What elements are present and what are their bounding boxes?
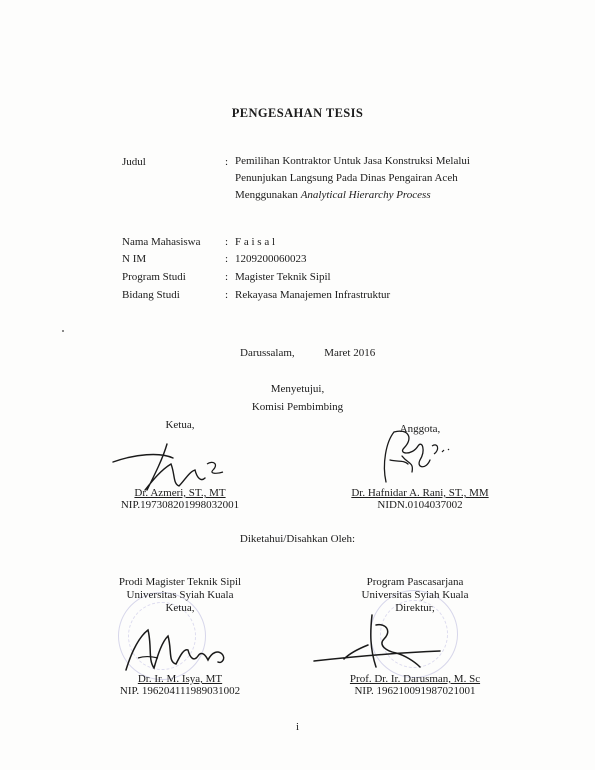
ratification-heading: Diketahui/Disahkan Oleh: <box>239 533 356 545</box>
speck-mark <box>62 330 64 332</box>
pasca-sign-name: Prof. Dr. Ir. Darusman, M. Sc <box>349 673 481 685</box>
judul-value <box>235 153 493 204</box>
bidang-value: Rekayasa Manajemen Infrastruktur <box>235 289 391 301</box>
nama-value: F a i s a l <box>235 236 276 248</box>
pasca-signature <box>310 605 450 675</box>
prodi-sign-line-2: Universitas Syiah Kuala <box>126 589 234 601</box>
prodi-sign-line-1: Prodi Magister Teknik Sipil <box>118 576 242 588</box>
judul-line-3 <box>235 187 493 204</box>
prodi-sign-name: Dr. Ir. M. Isya, MT <box>137 673 223 685</box>
prodi-sign-role: Ketua, <box>165 602 195 614</box>
approval-line-1: Menyetujui, <box>270 383 325 395</box>
page-title: PENGESAHAN TESIS <box>231 106 364 120</box>
nim-value: 1209200060023 <box>235 253 307 265</box>
prodi-value: Magister Teknik Sipil <box>235 271 331 283</box>
ketua-role: Ketua, <box>165 419 195 431</box>
anggota-role: Anggota, <box>399 423 441 435</box>
judul-line-3-italic: Analytical Hierarchy Process <box>300 189 431 201</box>
place: Darussalam, <box>240 347 295 359</box>
anggota-name: Dr. Hafnidar A. Rani, ST., MM <box>351 487 489 499</box>
prodi-signature <box>118 620 248 678</box>
judul-line-1: Pemilihan Kontraktor Untuk Jasa Konstruksi Melalui <box>235 155 470 167</box>
page-number: i <box>295 721 300 733</box>
anggota-id: NIDN.0104037002 <box>377 499 463 511</box>
judul-colon: : <box>225 156 229 168</box>
approval-line-2: Komisi Pembimbing <box>251 401 344 413</box>
ketua-name: Dr. Azmeri, ST., MT <box>134 487 226 499</box>
anggota-signature <box>368 420 458 488</box>
prodi-label: Program Studi <box>122 271 186 283</box>
judul-line-2: Penunjukan Langsung Pada Dinas Pengairan Aceh <box>235 172 458 184</box>
prodi-colon: : <box>225 271 229 283</box>
pasca-sign-line-1: Program Pascasarjana <box>366 576 464 588</box>
bidang-label: Bidang Studi <box>122 289 180 301</box>
ketua-id: NIP.197308201998032001 <box>120 499 240 511</box>
place-date <box>240 346 375 360</box>
nama-label: Nama Mahasiswa <box>122 236 201 248</box>
nim-colon: : <box>225 253 229 265</box>
date: Maret 2016 <box>324 347 376 359</box>
judul-label: Judul <box>122 156 146 168</box>
pasca-sign-line-2: Universitas Syiah Kuala <box>361 589 469 601</box>
nama-colon: : <box>225 236 229 248</box>
pasca-sign-id: NIP. 196210091987021001 <box>354 685 476 697</box>
prodi-sign-id: NIP. 196204111989031002 <box>119 685 241 697</box>
judul-line-3-prefix: Menggunakan <box>235 189 298 201</box>
pasca-sign-role: Direktur, <box>395 602 435 614</box>
bidang-colon: : <box>225 289 229 301</box>
nim-label: N IM <box>122 253 147 265</box>
